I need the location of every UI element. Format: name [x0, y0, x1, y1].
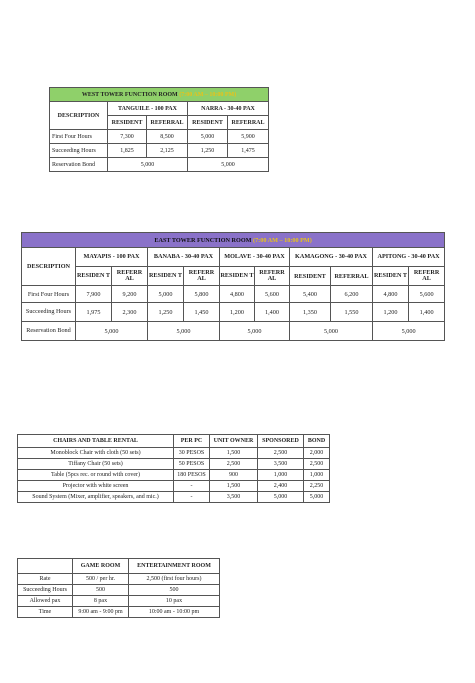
cell-value: 5,600: [255, 286, 290, 303]
item-name: Table (5pcs rec. or round with cover): [18, 470, 174, 481]
west-sub-resident: RESIDENT: [188, 116, 228, 130]
cell-value: 500: [129, 585, 220, 596]
cell-value: 500: [73, 585, 129, 596]
west-group-narra: NARRA - 30-40 PAX: [188, 102, 269, 116]
west-group-tanguile: TANGUILE - 100 PAX: [108, 102, 188, 116]
west-tower-table: [49, 87, 269, 172]
cell-value: 2,400: [258, 481, 304, 492]
cell-value: 1,975: [76, 303, 112, 322]
cell-value: 5,000: [108, 158, 188, 172]
east-sub-referral: REFERR AL: [112, 267, 148, 286]
cell-value: 5,000: [290, 322, 373, 341]
row-label: Succeeding Hours: [18, 585, 73, 596]
cell-value: 2,000: [304, 448, 330, 459]
row-label: Succeeding Hours: [22, 303, 76, 322]
cell-value: 1,825: [108, 144, 147, 158]
east-title-time: (7:00 AM – 10:00 PM): [253, 236, 312, 244]
chairs-table-rental-table: [17, 434, 330, 503]
east-col-description: DESCRIPTION: [22, 248, 76, 286]
cell-value: 1,200: [220, 303, 255, 322]
chairs-header: UNIT OWNER: [210, 435, 258, 448]
west-sub-referral: REFERRAL: [147, 116, 188, 130]
item-name: Sound System (Mixer, amplifier, speakers, and mic.): [18, 492, 174, 503]
table-row: [18, 481, 330, 492]
cell-value: 1,350: [290, 303, 331, 322]
cell-value: 1,200: [373, 303, 409, 322]
row-label: Time: [18, 607, 73, 618]
east-sub-referral: REFERR AL: [255, 267, 290, 286]
table-row: [18, 596, 220, 607]
east-sub-resident: RESIDEN T: [373, 267, 409, 286]
item-name: Projector with white screen: [18, 481, 174, 492]
cell-value: 5,600: [409, 286, 445, 303]
cell-value: 3,500: [258, 459, 304, 470]
cell-value: 10:00 am - 10:00 pm: [129, 607, 220, 618]
cell-value: 1,250: [148, 303, 184, 322]
cell-value: 5,000: [76, 322, 148, 341]
cell-value: 2,500: [258, 448, 304, 459]
cell-value: 7,900: [76, 286, 112, 303]
cell-value: 10 pax: [129, 596, 220, 607]
west-title-time: (7:00 AM – 10:00 PM): [179, 91, 237, 98]
east-sub-resident: RESIDENT: [290, 267, 331, 286]
table-row: [18, 585, 220, 596]
table-row: [22, 303, 445, 322]
cell-value: 3,500: [210, 492, 258, 503]
cell-value: 1,475: [228, 144, 269, 158]
cell-value: 1,450: [184, 303, 220, 322]
row-label: Allowed pax: [18, 596, 73, 607]
cell-value: 7,300: [108, 130, 147, 144]
cell-value: 1,400: [409, 303, 445, 322]
row-label: First Four Hours: [22, 286, 76, 303]
row-label: Rate: [18, 574, 73, 585]
east-tower-title: [22, 233, 445, 248]
east-sub-resident: RESIDEN T: [148, 267, 184, 286]
table-row: [18, 492, 330, 503]
cell-value: 5,000: [373, 322, 445, 341]
table-row: [18, 470, 330, 481]
cell-value: 1,550: [331, 303, 373, 322]
cell-value: 6,200: [331, 286, 373, 303]
cell-value: 9:00 am - 9:00 pm: [73, 607, 129, 618]
cell-value: 2,500: [210, 459, 258, 470]
cell-value: 1,000: [304, 470, 330, 481]
west-title-text: WEST TOWER FUNCTION ROOM: [81, 91, 178, 98]
cell-value: 30 PESOS: [174, 448, 210, 459]
east-sub-referral: REFERR AL: [409, 267, 445, 286]
cell-value: 180 PESOS: [174, 470, 210, 481]
cell-value: 1,500: [210, 481, 258, 492]
row-label: First Four Hours: [50, 130, 108, 144]
east-title-text: EAST TOWER FUNCTION ROOM: [154, 236, 252, 244]
east-group-kamagong: KAMAGONG - 30-40 PAX: [290, 248, 373, 267]
cell-value: -: [174, 492, 210, 503]
east-tower-table: [21, 232, 445, 341]
cell-value: 8,500: [147, 130, 188, 144]
cell-value: 1,500: [210, 448, 258, 459]
cell-value: 5,000: [258, 492, 304, 503]
east-group-molave: MOLAVE - 30-40 PAX: [220, 248, 290, 267]
table-row: [22, 322, 445, 341]
cell-value: 2,125: [147, 144, 188, 158]
game-header-blank: [18, 559, 73, 574]
cell-value: 5,000: [188, 158, 269, 172]
cell-value: 5,800: [184, 286, 220, 303]
item-name: Monoblock Chair with cloth (50 sets): [18, 448, 174, 459]
cell-value: 1,250: [188, 144, 228, 158]
west-col-description: DESCRIPTION: [50, 102, 108, 130]
cell-value: 5,000: [220, 322, 290, 341]
cell-value: 5,000: [148, 286, 184, 303]
table-row: [18, 459, 330, 470]
east-sub-referral: REFERRAL: [331, 267, 373, 286]
chairs-header: PER PC: [174, 435, 210, 448]
table-row: [18, 574, 220, 585]
cell-value: 5,000: [188, 130, 228, 144]
table-row: [50, 130, 269, 144]
cell-value: 2,500 (first four hours): [129, 574, 220, 585]
table-row: [22, 286, 445, 303]
cell-value: 4,800: [373, 286, 409, 303]
cell-value: 900: [210, 470, 258, 481]
cell-value: 1,400: [255, 303, 290, 322]
game-header: ENTERTAINMENT ROOM: [129, 559, 220, 574]
cell-value: 4,800: [220, 286, 255, 303]
east-group-banaba: BANABA - 30-40 PAX: [148, 248, 220, 267]
cell-value: -: [174, 481, 210, 492]
west-tower-title: [50, 88, 269, 102]
cell-value: 5,900: [228, 130, 269, 144]
east-sub-resident: RESIDEN T: [76, 267, 112, 286]
west-sub-resident: RESIDENT: [108, 116, 147, 130]
game-header: GAME ROOM: [73, 559, 129, 574]
table-row: [50, 158, 269, 172]
cell-value: 1,000: [258, 470, 304, 481]
cell-value: 500 / per hr.: [73, 574, 129, 585]
cell-value: 2,250: [304, 481, 330, 492]
table-row: [50, 144, 269, 158]
cell-value: 9,200: [112, 286, 148, 303]
game-entertainment-room-table: [17, 558, 220, 618]
cell-value: 8 pax: [73, 596, 129, 607]
cell-value: 50 PESOS: [174, 459, 210, 470]
chairs-header: CHAIRS AND TABLE RENTAL: [18, 435, 174, 448]
cell-value: 2,300: [112, 303, 148, 322]
west-sub-referral: REFERRAL: [228, 116, 269, 130]
chairs-header: BOND: [304, 435, 330, 448]
row-label: Succeeding Hours: [50, 144, 108, 158]
chairs-header: SPONSORED: [258, 435, 304, 448]
cell-value: 5,000: [304, 492, 330, 503]
row-label: Reservation Bond: [22, 322, 76, 341]
cell-value: 2,500: [304, 459, 330, 470]
table-row: [18, 448, 330, 459]
east-sub-referral: REFERR AL: [184, 267, 220, 286]
east-group-apitong: APITONG - 30-40 PAX: [373, 248, 445, 267]
east-sub-resident: RESIDEN T: [220, 267, 255, 286]
item-name: Tiffany Chair (50 sets): [18, 459, 174, 470]
row-label: Reservation Bond: [50, 158, 108, 172]
east-group-mayapis: MAYAPIS - 100 PAX: [76, 248, 148, 267]
cell-value: 5,400: [290, 286, 331, 303]
table-row: [18, 607, 220, 618]
cell-value: 5,000: [148, 322, 220, 341]
